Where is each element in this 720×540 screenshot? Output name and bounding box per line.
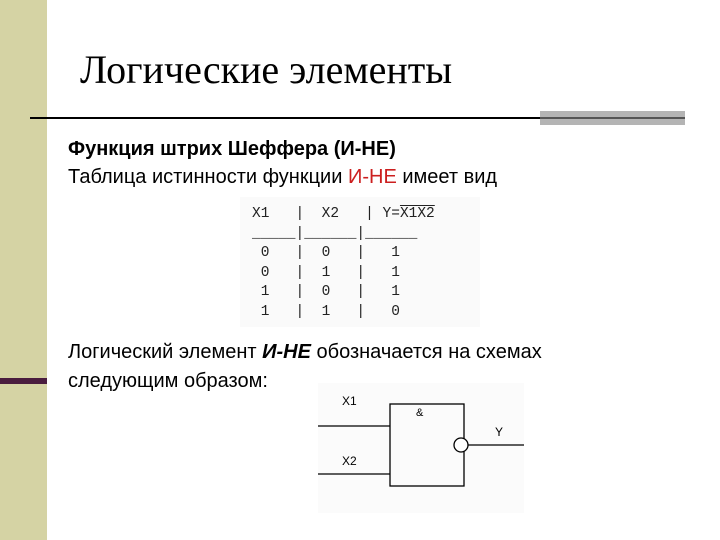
symbol-text-after: обозначается на схемах <box>310 341 542 363</box>
table-intro-after: имеет вид <box>396 166 498 188</box>
symbol-text-line2: следующим образом: <box>68 370 268 392</box>
side-decor-bar <box>0 0 47 540</box>
table-intro <box>68 166 497 189</box>
symbol-text-before: Логический элемент <box>68 341 263 363</box>
label-y: Y <box>495 425 504 439</box>
nand-gate-diagram <box>318 383 524 513</box>
table-intro-before: Таблица истинности функции <box>68 166 348 188</box>
cell-r4-x1: 1 <box>260 303 270 320</box>
header-y: Y= <box>382 206 400 222</box>
inversion-bubble <box>454 438 468 452</box>
cell-r3-x1: 1 <box>260 284 270 300</box>
cell-r4-y: 0 <box>391 303 400 320</box>
cell-r1-x1: 0 <box>260 245 270 261</box>
cell-r3-x2: 0 <box>321 284 331 300</box>
function-heading: Функция штрих Шеффера (И-НЕ) <box>68 138 396 160</box>
label-and-symbol: & <box>416 407 424 419</box>
slide-title: Логические элементы <box>80 47 453 92</box>
label-x1: X1 <box>342 394 357 408</box>
symbol-text-function: И-НЕ <box>262 341 311 363</box>
truth-table: X1 | X2 | Y=X1X2 _____|______|______ 0 | 0 | 1 0 | 1 | 1 1 | 0 | 1 1 | 1 | 0 <box>240 197 480 327</box>
header-expression: X1X2 <box>399 206 435 222</box>
cell-r2-x2: 1 <box>321 264 331 281</box>
title-rule <box>30 117 540 119</box>
cell-r1-x2: 0 <box>321 245 331 261</box>
cell-r4-x2: 1 <box>321 303 331 320</box>
header-x1: X1 <box>252 206 270 222</box>
title-rule-line <box>540 117 685 119</box>
label-x2: X2 <box>342 454 357 468</box>
gate-body <box>390 404 464 486</box>
header-x2: X2 <box>321 206 340 222</box>
symbol-text-line1 <box>68 341 542 364</box>
table-intro-function: И-НЕ <box>347 166 397 188</box>
side-decor-accent <box>0 378 47 384</box>
cell-r1-y: 1 <box>391 245 400 261</box>
cell-r3-y: 1 <box>391 284 400 300</box>
cell-r2-x1: 0 <box>260 264 270 281</box>
cell-r2-y: 1 <box>391 264 400 281</box>
